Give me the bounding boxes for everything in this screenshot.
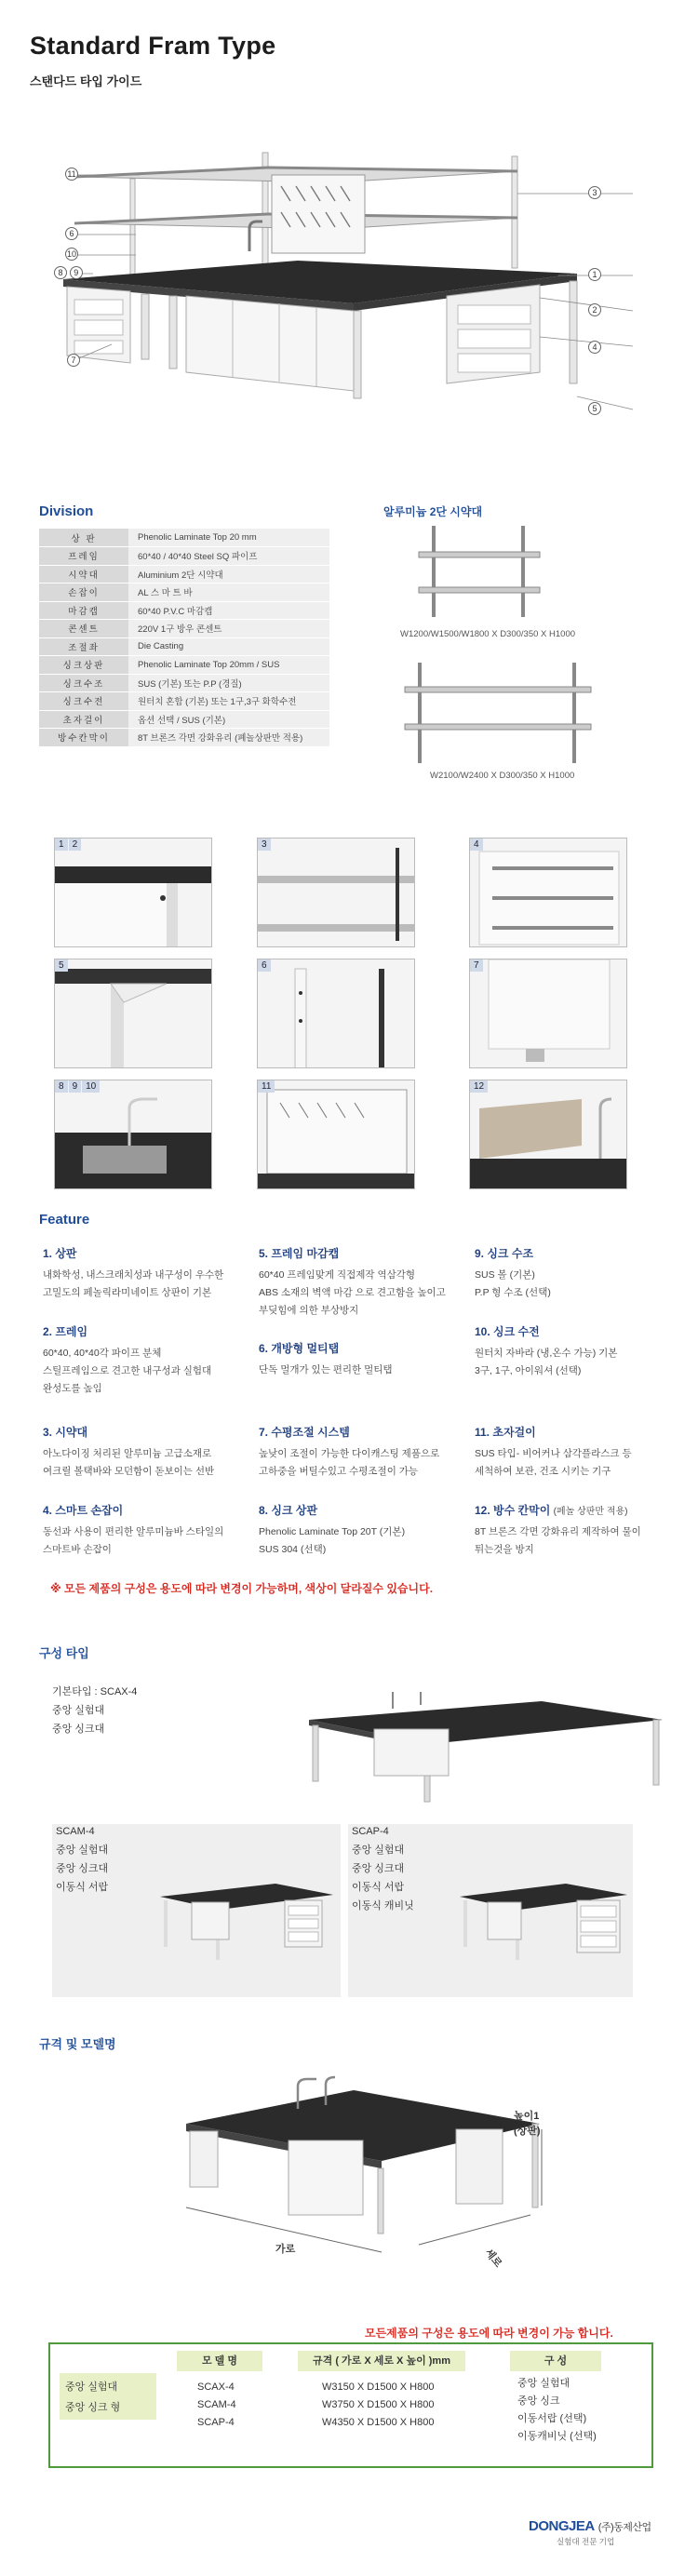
callout-7: 7 [67, 354, 80, 367]
spec-config-header: 구 성 [510, 2351, 601, 2371]
division-row [39, 656, 329, 675]
callout-10: 10 [66, 249, 76, 259]
feature-notice: ※ 모든 제품의 구성은 용도에 따라 변경이 가능하며, 색상이 달라질수 있습니다. [50, 1582, 434, 1595]
feature-11: 11. 초자걸이 SUS 타입- 비어커나 삼각플라스크 등 세척하여 보관, 건조 시키는 기구 [475, 1424, 665, 1481]
feature-desc: 원터치 자바라 (냉,온수 가능) 기본 3구, 1구, 아이워셔 (선택) [475, 1348, 618, 1376]
feature-desc: 60*40 프레임맞게 직접제작 역삼각형 ABS 소재의 벽액 마감 으로 견고함을 높이고 부딪힘에 의한 부상방지 [259, 1269, 446, 1316]
callout-4: 4 [588, 341, 601, 354]
detail-photo-12 [469, 1080, 627, 1189]
division-key: 프레임 [39, 547, 128, 566]
logo-wordmark: DONGJEA [529, 2518, 595, 2534]
feature-9: 9. 싱크 수조 SUS 볼 (기본) P.P 형 수조 (선택) [475, 1245, 665, 1302]
detail-photo-7 [469, 959, 627, 1068]
lab-bench-illustration [56, 140, 651, 447]
division-value: 220V 1구 방우 콘센트 [128, 620, 329, 638]
logo-company: (주)동제산업 [597, 2522, 651, 2533]
feature-desc: 높낮이 조절이 가능한 다이캐스팅 제품으로 고하중을 버틸수있고 수평조절이 가능 [259, 1448, 440, 1477]
callout-3: 3 [588, 186, 601, 199]
division-value: 60*40 P.V.C 마감캡 [128, 601, 329, 620]
division-row [39, 674, 329, 692]
division-row [39, 692, 329, 711]
callout-11: 11 [65, 168, 78, 181]
division-value: AL 스 마 트 바 [128, 584, 329, 602]
division-key: 상 판 [39, 529, 128, 547]
division-key: 싱크수전 [39, 692, 128, 711]
division-value: 옵션 선택 / SUS (기본) [128, 710, 329, 729]
division-row [39, 620, 329, 638]
photo-tag: 3 [258, 839, 272, 851]
rack-2tier-small-illustration [409, 526, 549, 619]
detail-photo-11 [257, 1080, 415, 1189]
division-key: 방수칸막이 [39, 729, 128, 747]
composition-scam: SCAM-4 중앙 실험대 중앙 싱크대 이동식 서랍 [56, 1826, 109, 1893]
spec-depth-label: 세로 [482, 2247, 504, 2270]
callout-2: 2 [588, 303, 601, 316]
division-value: Aluminium 2단 시약대 [128, 565, 329, 584]
spec-bench-illustration [177, 2068, 549, 2263]
scam-4-illustration [154, 1878, 337, 1964]
feature-6: 6. 개방형 멀티탭 단독 멀개가 있는 편리한 멀티탭 [259, 1340, 450, 1379]
division-value: Phenolic Laminate Top 20mm / SUS [128, 656, 329, 675]
detail-photo-3 [257, 838, 415, 947]
feature-7: 7. 수평조절 시스템 높낮이 조절이 가능한 다이캐스팅 제품으로 고하중을 버틸수있고 수평조절이 가능 [259, 1424, 450, 1481]
photo-tag: 12 [470, 1080, 489, 1093]
detail-photo-1-2 [54, 838, 212, 947]
page-header [30, 32, 275, 89]
photo-tag: 8 9 10 [55, 1080, 101, 1093]
callout-1: 1 [588, 268, 601, 281]
division-row [39, 565, 329, 584]
rack-2tier-large-illustration [396, 663, 600, 765]
company-logo [529, 2518, 668, 2547]
callout-8-9: 8 9 [54, 266, 83, 279]
feature-12: 12. 방수 칸막이 (페놀 상판만 적용) 8T 브론즈 각면 강화유리 제작하여 물이 튀는것을 방지 [475, 1502, 679, 1559]
feature-4: 4. 스마트 손잡이 동선과 사용이 편리한 알루미늄바 스타일의 스마트바 손잡이 [43, 1502, 234, 1559]
division-table [39, 529, 329, 747]
feature-5: 5. 프레임 마감캡 60*40 프레임맞게 직접제작 역삼각형 ABS 소재의 벽액 마감 으로 견고함을 높이고 부딪힘에 의한 부상방지 [259, 1245, 450, 1320]
feature-title: Feature [39, 1212, 90, 1228]
division-value: SUS (기본) 또는 P.P (경질) [128, 674, 329, 692]
photo-tag: 6 [258, 959, 272, 972]
feature-desc: Phenolic Laminate Top 20T (기본) SUS 304 (선택) [259, 1526, 406, 1555]
composition-title: 구성 타입 [39, 1646, 89, 1660]
scax-4-illustration [300, 1692, 672, 1804]
division-title: Division [39, 503, 94, 519]
page-title: Standard Fram Type [30, 32, 276, 60]
spec-title: 규격 및 모델명 [39, 2037, 116, 2051]
callout-5: 5 [588, 402, 601, 415]
photo-tag: 5 [55, 959, 69, 972]
spec-sizes: W3150 X D1500 X H800 W3750 X D1500 X H800 W4350 X D1500 X H800 [322, 2381, 435, 2428]
feature-3: 3. 시약대 아노다이징 처리된 알루미늄 고급소재로 여크릴 볼택바와 모던함이 돋보이는 선반 [43, 1424, 234, 1481]
feature-1: 1. 상판 내화학성, 내스크래치성과 내구성이 우수한 고밀도의 페놀릭라미네이트 상판이 기본 [43, 1245, 234, 1302]
division-row [39, 710, 329, 729]
feature-desc: 내화학성, 내스크래치성과 내구성이 우수한 고밀도의 페놀릭라미네이트 상판이 기본 [43, 1269, 224, 1298]
spec-model-header: 모 델 명 [177, 2351, 262, 2371]
division-value: 8T 브론즈 각면 강화유리 (폐놀상판만 적용) [128, 729, 329, 747]
division-value: Phenolic Laminate Top 20 mm [128, 529, 329, 547]
division-row [39, 547, 329, 566]
feature-desc: 60*40, 40*40각 파이프 분체 스틸프레임으로 견고한 내구성과 실험대 완성도를 높임 [43, 1348, 212, 1394]
detail-photo-6 [257, 959, 415, 1068]
photo-tag: 11 [258, 1080, 275, 1093]
spec-type-cell: 중앙 실험대 중앙 싱크 형 [60, 2373, 156, 2420]
spec-configs: 중앙 실험대 중앙 싱크 이동서랍 (선택) 이동캐비닛 (선택) [517, 2378, 597, 2442]
scap-4-illustration [454, 1878, 631, 1964]
division-key: 마감캡 [39, 601, 128, 620]
division-row [39, 729, 329, 747]
division-value: 60*40 / 40*40 Steel SQ 파이프 [128, 547, 329, 566]
composition-scap: SCAP-4 중앙 실험대 중앙 싱크대 이동식 서랍 이동식 캐비닛 [352, 1826, 414, 1912]
page-subtitle: 스탠다드 타입 가이드 [30, 74, 142, 88]
feature-desc: 단독 멀개가 있는 편리한 멀티탭 [259, 1364, 393, 1375]
feature-desc: 동선과 사용이 편리한 알루미늄바 스타일의 스마트바 손잡이 [43, 1526, 224, 1555]
division-key: 초자걸이 [39, 710, 128, 729]
division-row [39, 529, 329, 547]
division-row [39, 637, 329, 656]
feature-10: 10. 싱크 수전 원터치 자바라 (냉,온수 가능) 기본 3구, 1구, 아이워셔 (선택) [475, 1323, 665, 1380]
feature-8: 8. 싱크 상판 Phenolic Laminate Top 20T (기본) SUS 304 (선택) [259, 1502, 450, 1559]
rack-caption-1: W1200/W1500/W1800 X D300/350 X H1000 [400, 629, 576, 639]
division-row [39, 601, 329, 620]
callout-6: 6 [65, 227, 78, 240]
rack-caption-2: W2100/W2400 X D300/350 X H1000 [430, 771, 575, 781]
feature-desc: SUS 타입- 비어커나 삼각플라스크 등 세척하여 보관, 건조 시키는 기구 [475, 1448, 632, 1477]
feature-desc: 8T 브론즈 각면 강화유리 제작하여 물이 튀는것을 방지 [475, 1526, 641, 1555]
spec-width-label: 가로 [275, 2244, 296, 2255]
spec-note: 모든제품의 구성은 용도에 따라 변경이 가능 합니다. [365, 2327, 613, 2340]
division-key: 싱크수조 [39, 674, 128, 692]
photo-tag: 1 2 [55, 839, 82, 851]
division-key: 손잡이 [39, 584, 128, 602]
spec-height-label: 높이1 (상판) [514, 2111, 541, 2137]
photo-tag: 4 [470, 839, 484, 851]
division-value: 원터치 혼합 (기본) 또는 1구,3구 화학수전 [128, 692, 329, 711]
spec-models: SCAX-4 SCAM-4 SCAP-4 [197, 2381, 236, 2428]
division-row [39, 584, 329, 602]
detail-photo-8-9-10 [54, 1080, 212, 1189]
division-key: 시약대 [39, 565, 128, 584]
feature-desc: SUS 볼 (기본) P.P 형 수조 (선택) [475, 1269, 551, 1298]
spec-size-header: 규격 ( 가로 X 세로 X 높이 )mm [298, 2351, 465, 2371]
photo-tag: 7 [470, 959, 484, 972]
logo-tagline: 실험대 전문 기업 [557, 2537, 615, 2546]
composition-basic: 기본타입 : SCAX-4 중앙 실험대 중앙 싱크대 [52, 1686, 138, 1735]
detail-photo-4 [469, 838, 627, 947]
rack-title: 알루미늄 2단 시약대 [383, 505, 483, 518]
feature-desc: 아노다이징 처리된 알루미늄 고급소재로 여크릴 볼택바와 모던함이 돋보이는 선반 [43, 1448, 215, 1477]
feature-2: 2. 프레임 60*40, 40*40각 파이프 분체 스틸프레임으로 견고한 내구성과 실험대 완성도를 높임 [43, 1323, 234, 1398]
division-key: 조절좌 [39, 637, 128, 656]
detail-photo-5 [54, 959, 212, 1068]
division-key: 싱크상판 [39, 656, 128, 675]
division-value: Die Casting [128, 637, 329, 656]
division-key: 콘센트 [39, 620, 128, 638]
